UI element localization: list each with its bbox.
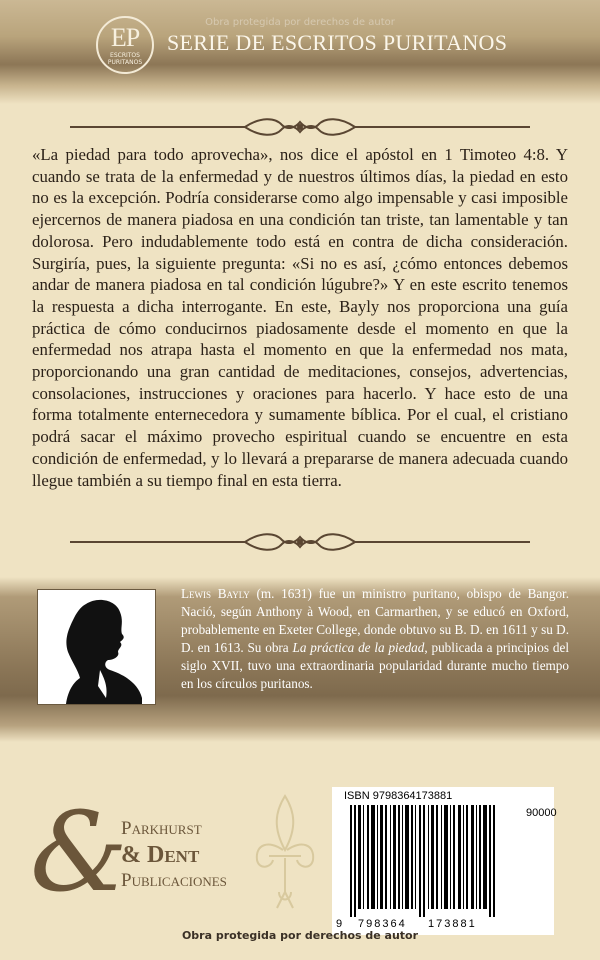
fleur-de-lis-icon [249, 792, 321, 912]
logo-letters: EP [110, 23, 140, 52]
logo-sub1: ESCRITOS [110, 52, 140, 59]
bio-text-2: , publicada a principios del siglo XVII, tuvo una extraordinaria popularidad durante mucho tiempo en los círculos puritanos. [181, 639, 569, 691]
watermark-text: Obra protegida por derechos de autor [205, 17, 395, 28]
book-title: La práctica de la piedad [292, 639, 425, 655]
isbn-barcode [332, 787, 557, 935]
barcode-digits-group2: 173881 [428, 918, 477, 930]
book-description: «La piedad para todo aprovecha», nos dice el apóstol en 1 Timoteo 4:8. Y cuando se trata de la enfermedad y de nuestros últimos días, la piedad en esto no es la excepción. Podría considerarse como algo impensable y casi imposible ejercernos de manera piadosa en una condición tan triste, tan lamentable y tan dolorosa. Pero indudablemente todo está en contra de dicha consideración. Surgiría, pues, la siguiente pregunta: «Si no es así, ¿cómo entonces debemos andar de manera piadosa en tal condición lúgubre?» Y en este escrito tenemos la respuesta a dicha interrogante. En este, Bayly nos proporciona una guía práctica de cómo conducirnos piadosamente desde el momento en que la enfermedad nos atrapa hasta el momento en que la enfermedad nos mata, proporcionando una gran cantidad de meditaciones, consejos, advertencias, consolaciones, instrucciones y oraciones para hacerlo. Y hace esto de una forma totalmente enternecedora y sumamente bíblica. Por el cual, el cristiano podrá sacar el máximo provecho espiritual cuando se encuentre en esta condición de enfermedad, y lo llevará a prepararse de manera adecuada cuando llegue también a su tiempo final en esta tierra. [32, 145, 568, 490]
bio-text-1: (m. 1631) fue un ministro puritano, obispo de Bangor. Nació, según Anthony à Wood, en Carmarthen, y se educó en Oxford, probablemente en Exeter College, donde obtuvo su B. D. en 1611 y su D. D. en 1613. Su obra [181, 586, 569, 655]
barcode-bars [344, 805, 516, 917]
author-silhouette [37, 589, 156, 705]
publisher-line3: Publicaciones [121, 870, 227, 891]
publisher-line2: & Dent [121, 842, 200, 868]
barcode-digit-lead: 9 [336, 918, 343, 930]
price-code: 90000 [526, 807, 557, 819]
logo-sub2: PURITANOS [107, 59, 143, 66]
copyright-footer: Obra protegida por derechos de autor [181, 929, 419, 942]
publisher-name [121, 818, 227, 892]
bottom-ornament [70, 531, 530, 553]
publisher-line1: Parkhurst [121, 818, 202, 839]
author-bio [181, 585, 569, 692]
top-ornament [70, 116, 530, 138]
author-name: Lewis Bayly [181, 586, 250, 601]
barcode-digits-group1: 798364 [358, 918, 407, 930]
series-logo [96, 16, 154, 74]
series-title: SERIE DE ESCRITOS PURITANOS [167, 30, 508, 55]
ampersand-logo: & [30, 788, 128, 916]
isbn-label: ISBN 9798364173881 [344, 790, 453, 802]
